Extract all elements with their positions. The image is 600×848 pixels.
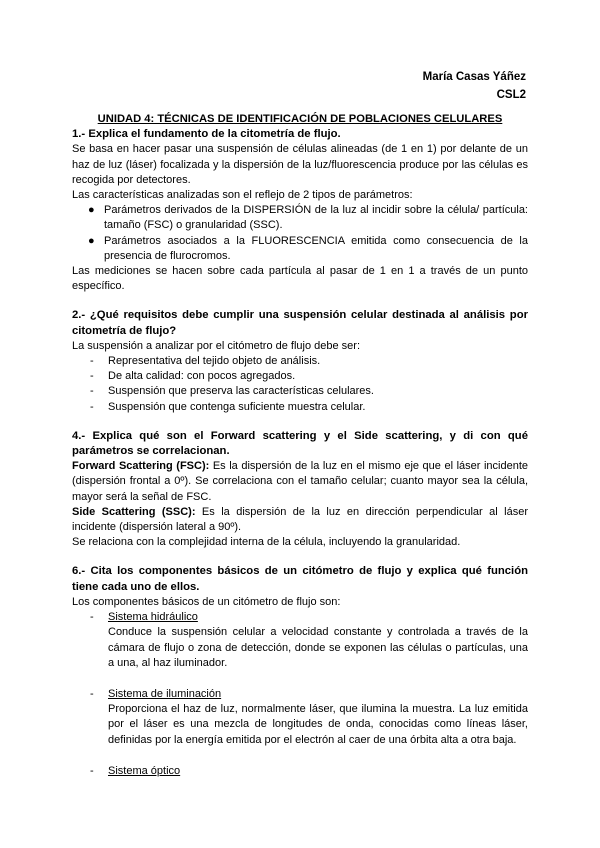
component-description: Conduce la suspensión celular a velocidad constante y controlada a través de la cámara de flujo o zona de detección, donde se exponen las células o partículas, una a una, al haz iluminador. xyxy=(108,626,528,669)
fsc-paragraph xyxy=(72,459,528,505)
document-body xyxy=(72,112,528,779)
q6-component-list-3 xyxy=(72,764,528,779)
q2-paragraph-1: La suspensión a analizar por el citómetro de flujo debe ser: xyxy=(72,339,361,352)
dash-icon: - xyxy=(90,400,94,413)
list-item: ● Parámetros asociados a la FLUORESCENCIA emitida como consecuencia de la presencia de flurocromos. xyxy=(88,234,528,262)
q2-dash-list xyxy=(72,354,528,415)
component-item xyxy=(72,610,528,671)
component-item xyxy=(72,764,528,779)
unit-title: UNIDAD 4: TÉCNICAS DE IDENTIFICACIÓN DE POBLACIONES CELULARES xyxy=(97,113,503,125)
fsc-label: Forward Scattering (FSC): xyxy=(72,460,210,473)
bullet-icon: ● xyxy=(88,204,95,217)
list-item: ● Parámetros derivados de la DISPERSIÓN de la luz al incidir sobre la célula/ partícula: tamaño (FSC) o granularidad (SSC). xyxy=(88,204,528,232)
dash-icon: - xyxy=(90,764,94,777)
author-block xyxy=(423,68,526,104)
spacer xyxy=(72,415,528,429)
component-name: Sistema de iluminación xyxy=(108,687,222,700)
ssc-text: Es la dispersión de la luz en dirección perpendicular al láser incidente (dispersión lateral a 90º). xyxy=(72,505,528,534)
q6-paragraph-1: Los componentes básicos de un citómetro de flujo son: xyxy=(72,595,341,608)
component-name: Sistema hidráulico xyxy=(108,611,198,624)
q1-paragraph-1: Se basa en hacer pasar una suspensión de células alineadas (de 1 en 1) por delante de un haz de luz (láser) focalizada y la dispersión de la luz/fluorescencia produce por las células es recogida por detectores. xyxy=(72,143,528,186)
bullet-icon: ● xyxy=(88,234,95,247)
component-item xyxy=(72,687,528,748)
dash-icon: - xyxy=(90,687,94,700)
spacer xyxy=(72,748,528,764)
dash-icon: - xyxy=(90,611,94,624)
q6-component-list-2 xyxy=(72,687,528,748)
fsc-text: Es la dispersión de la luz en el mismo eje que el láser incidente (dispersión frontal a 0º). Se correlaciona con el tamaño celular; cuanto mayor sea la célula, mayor será la señal de FSC. xyxy=(72,460,528,503)
component-name: Sistema óptico xyxy=(108,764,181,777)
q6-component-list xyxy=(72,610,528,671)
question-4: 4.- Explica qué son el Forward scattering y el Side scattering, y di con qué parámetros se correlacionan. xyxy=(72,429,528,458)
course-code: CSL2 xyxy=(496,89,526,101)
ssc-label: Side Scattering (SSC): xyxy=(72,505,196,518)
question-6: 6.- Cita los componentes básicos de un citómetro de flujo y explica qué función tiene cada uno de ellos. xyxy=(72,565,528,593)
dash-icon: - xyxy=(90,385,94,398)
q1-paragraph-2: Las características analizadas son el reflejo de 2 tipos de parámetros: xyxy=(72,189,413,202)
q1-bullet-list xyxy=(72,203,528,264)
q4-paragraph-last: Se relaciona con la complejidad interna de la célula, incluyendo la granularidad. xyxy=(72,536,461,549)
question-2: 2.- ¿Qué requisitos debe cumplir una suspensión celular destinada al análisis por citometría de flujo? xyxy=(72,309,528,337)
spacer xyxy=(72,294,528,308)
ssc-paragraph xyxy=(72,505,528,535)
spacer xyxy=(72,550,528,564)
question-1: 1.- Explica el fundamento de la citometría de flujo. xyxy=(72,128,341,141)
spacer xyxy=(72,671,528,687)
list-item: - Representativa del tejido objeto de análisis. xyxy=(72,354,528,369)
dash-icon: - xyxy=(90,355,94,368)
q1-paragraph-3: Las mediciones se hacen sobre cada partícula al pasar de 1 en 1 a través de un punto específico. xyxy=(72,265,528,293)
author-name: María Casas Yáñez xyxy=(422,71,526,83)
list-item: - De alta calidad: con pocos agregados. xyxy=(72,369,528,384)
component-description: Proporciona el haz de luz, normalmente láser, que ilumina la muestra. La luz emitida por el láser es una mezcla de longitudes de onda, conocidas como líneas láser, definidas por la energía emitida por el electrón al caer de una órbita alta a otra baja. xyxy=(108,703,528,746)
dash-icon: - xyxy=(90,370,94,383)
list-item: - Suspensión que contenga suficiente muestra celular. xyxy=(72,400,528,415)
list-item: - Suspensión que preserva las características celulares. xyxy=(72,384,528,399)
